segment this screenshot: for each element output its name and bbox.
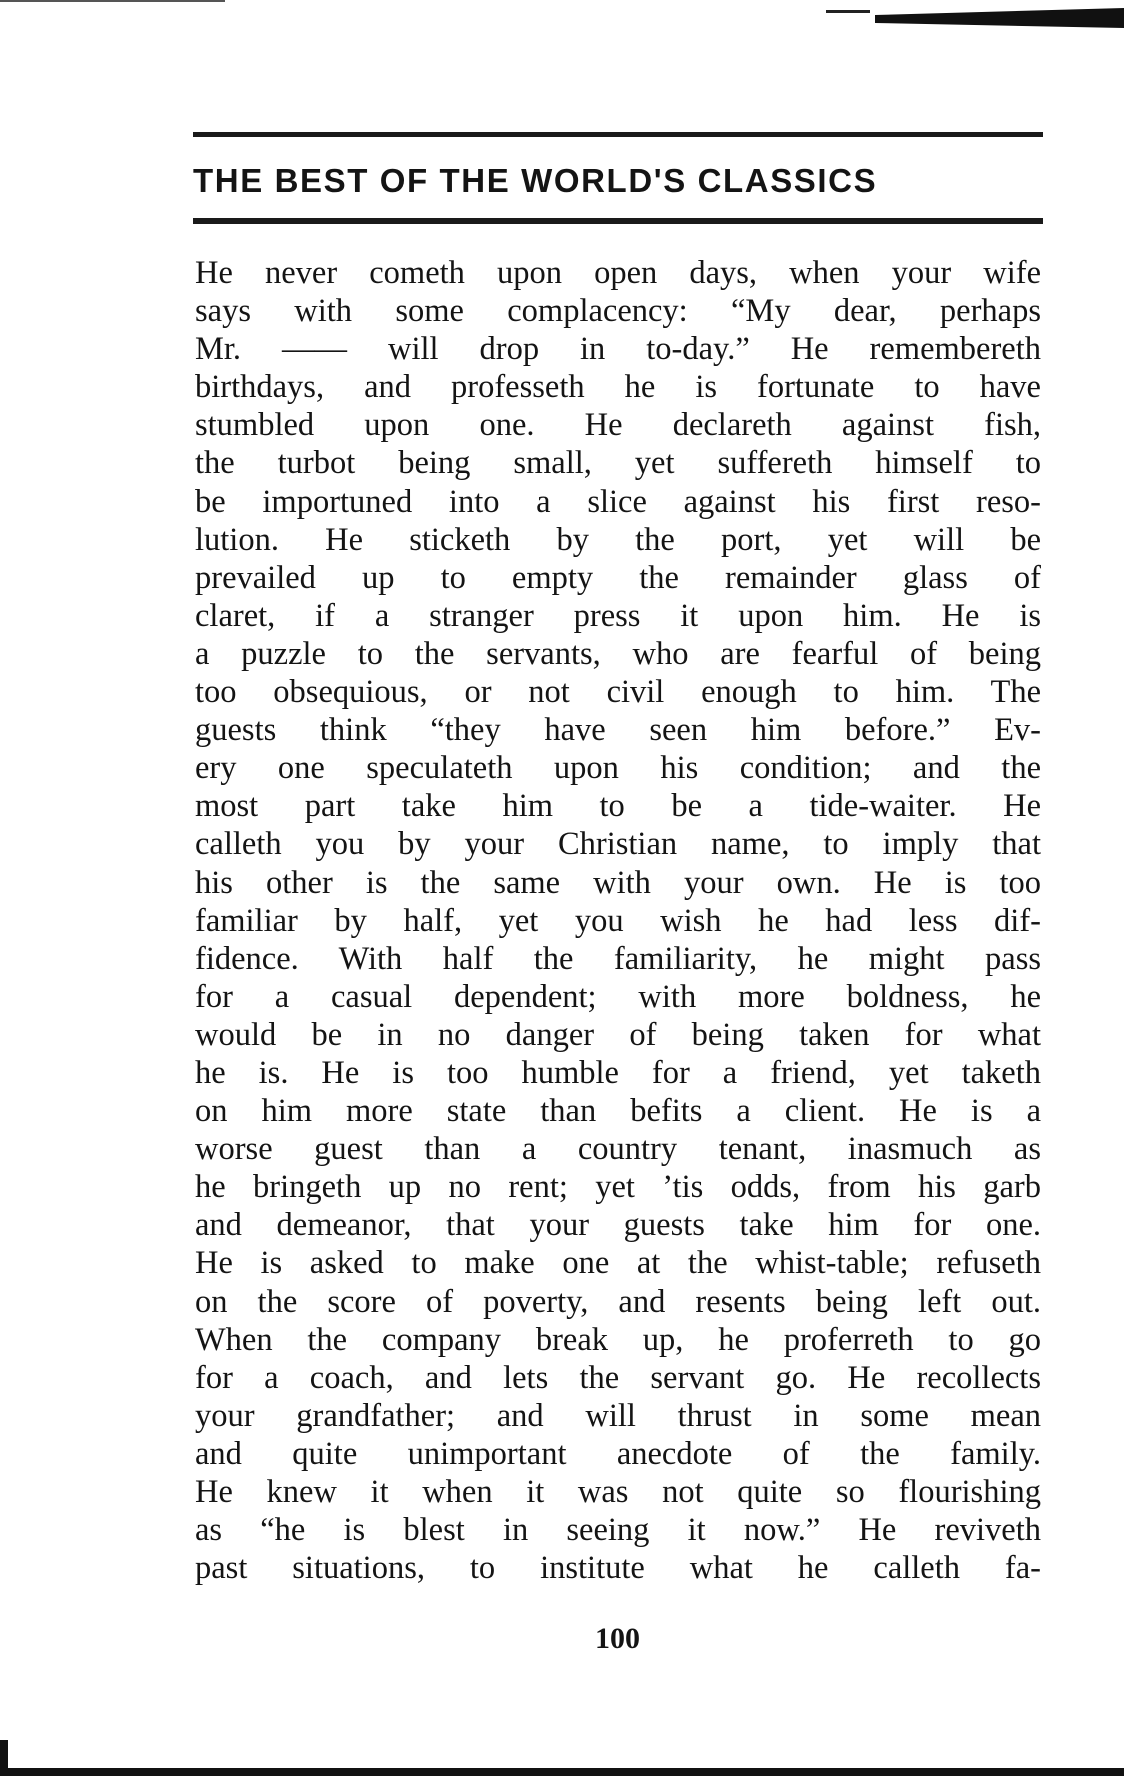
- text-line: on him more state than befits a client. He is a: [195, 1093, 1041, 1130]
- scan-edge-mark: [0, 0, 225, 2]
- page-number: 100: [595, 1622, 640, 1655]
- text-line: stumbled upon one. He declareth against fish,: [195, 407, 1041, 444]
- text-line: be importuned into a slice against his first reso-: [195, 483, 1041, 520]
- body-text: [195, 254, 1041, 1587]
- text-line: most part take him to be a tide-waiter. He: [195, 788, 1041, 825]
- text-line: ery one speculateth upon his condition; and the: [195, 750, 1041, 787]
- text-line: as “he is blest in seeing it now.” He reviveth: [195, 1512, 1041, 1549]
- header-rule-top: [193, 132, 1043, 137]
- text-line: He knew it when it was not quite so flourishing: [195, 1474, 1041, 1510]
- text-line: Mr. —— will drop in to-day.” He remembereth: [195, 331, 1041, 368]
- text-line: he is. He is too humble for a friend, yet taketh: [195, 1054, 1041, 1091]
- text-line: he bringeth up no rent; yet ’tis odds, from his garb: [195, 1169, 1041, 1206]
- text-line: the turbot being small, yet suffereth himself to: [195, 445, 1041, 482]
- header-rule-bottom: [193, 218, 1043, 224]
- text-line: When the company break up, he proferreth to go: [195, 1321, 1041, 1358]
- text-line: claret, if a stranger press it upon him. He is: [195, 597, 1041, 634]
- text-line: He never cometh upon open days, when your wife: [195, 255, 1041, 291]
- text-line: for a casual dependent; with more boldness, he: [195, 978, 1041, 1015]
- text-line: and quite unimportant anecdote of the family.: [195, 1435, 1041, 1472]
- text-line: for a coach, and lets the servant go. He recollects: [195, 1359, 1041, 1396]
- text-line: worse guest than a country tenant, inasmuch as: [195, 1131, 1041, 1168]
- running-head: THE BEST OF THE WORLD'S CLASSICS: [193, 162, 878, 199]
- text-line: familiar by half, yet you wish he had less dif-: [195, 902, 1041, 939]
- text-line: guests think “they have seen him before.” Ev-: [195, 712, 1041, 749]
- text-line: would be in no danger of being taken for what: [195, 1016, 1041, 1053]
- text-line: fidence. With half the familiarity, he might pass: [195, 940, 1041, 977]
- scan-edge-mark: [875, 8, 1124, 28]
- text-line: past situations, to institute what he calleth fa-: [195, 1550, 1041, 1587]
- text-line: his other is the same with your own. He is too: [195, 864, 1041, 901]
- scan-edge-mark: [0, 1768, 1124, 1776]
- scan-edge-mark: [826, 10, 870, 13]
- text-line: too obsequious, or not civil enough to him. The: [195, 674, 1041, 711]
- text-line: calleth you by your Christian name, to imply that: [195, 826, 1041, 863]
- text-line: says with some complacency: “My dear, perhaps: [195, 293, 1041, 330]
- text-line: your grandfather; and will thrust in some mean: [195, 1397, 1041, 1434]
- text-line: lution. He sticketh by the port, yet will be: [195, 521, 1041, 558]
- text-line: prevailed up to empty the remainder glass of: [195, 559, 1041, 596]
- text-line: a puzzle to the servants, who are fearful of being: [195, 635, 1041, 672]
- text-line: He is asked to make one at the whist-table; refuseth: [195, 1245, 1041, 1282]
- text-line: on the score of poverty, and resents being left out.: [195, 1283, 1041, 1320]
- text-line: birthdays, and professeth he is fortunate to have: [195, 369, 1041, 406]
- text-line: and demeanor, that your guests take him for one.: [195, 1207, 1041, 1244]
